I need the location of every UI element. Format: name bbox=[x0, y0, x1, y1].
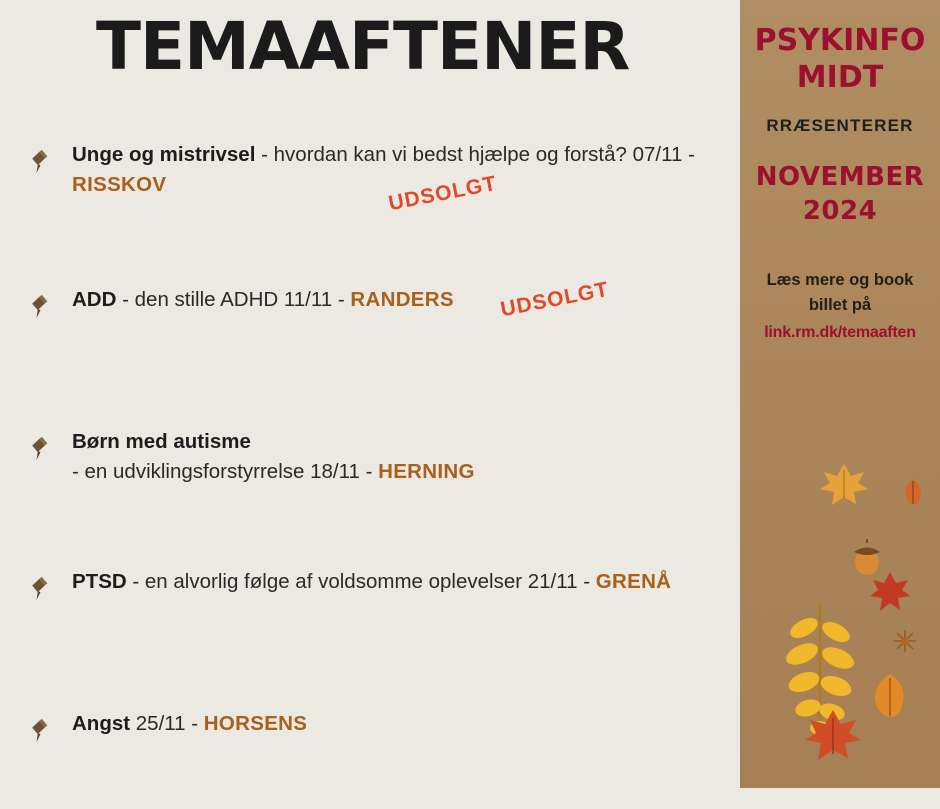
event-description: - den stille ADHD 11/11 - bbox=[116, 288, 351, 311]
date-block bbox=[740, 160, 940, 228]
presents-label: RRÆSENTERER bbox=[766, 116, 914, 135]
month-label: NOVEMBER bbox=[755, 162, 925, 192]
list-item-text bbox=[72, 427, 720, 487]
event-description: - en udviklingsforstyrrelse 18/11 - bbox=[72, 460, 379, 483]
event-title: Unge og mistrivsel bbox=[72, 143, 256, 166]
list-item[interactable] bbox=[0, 709, 740, 809]
list-item[interactable] bbox=[0, 285, 740, 385]
event-place: GRENÅ bbox=[595, 570, 672, 593]
event-description: 25/11 - bbox=[130, 712, 204, 735]
booking-link[interactable]: link.rm.dk/temaaften bbox=[764, 324, 916, 341]
leaf-icon bbox=[802, 708, 864, 773]
pushpin-icon bbox=[28, 289, 58, 319]
autumn-leaves-decoration bbox=[740, 440, 940, 788]
list-item-text bbox=[72, 709, 720, 739]
event-title: PTSD bbox=[72, 570, 127, 593]
list-item[interactable] bbox=[0, 140, 740, 240]
brand-line-1: PSYKINFO bbox=[754, 23, 926, 58]
event-place: HORSENS bbox=[203, 712, 308, 735]
brand-line-2: MIDT bbox=[796, 60, 884, 95]
event-description: - en alvorlig følge af voldsomme oplevelser 21/11 - bbox=[126, 570, 596, 593]
event-title: ADD bbox=[72, 288, 117, 311]
booking-text: Læs mere og book billet på bbox=[766, 271, 914, 314]
year-label: 2024 bbox=[802, 196, 878, 226]
event-title: Børn med autisme bbox=[72, 430, 251, 453]
pushpin-icon bbox=[28, 144, 58, 174]
brand-name bbox=[740, 22, 940, 96]
leaf-icon bbox=[868, 570, 912, 619]
page-title: TEMAAFTENER bbox=[96, 8, 630, 85]
leaf-icon bbox=[818, 462, 870, 513]
pushpin-icon bbox=[28, 713, 58, 743]
leaf-icon bbox=[900, 478, 926, 513]
seed-icon bbox=[892, 628, 918, 659]
booking-info bbox=[740, 268, 940, 345]
sidebar bbox=[740, 0, 940, 788]
pushpin-icon bbox=[28, 431, 58, 461]
list-item[interactable] bbox=[0, 427, 740, 527]
event-place: RANDERS bbox=[350, 288, 454, 311]
status-badge: UDSOLGT bbox=[498, 277, 611, 322]
event-title: Angst bbox=[72, 712, 131, 735]
leaf-icon bbox=[868, 672, 912, 727]
status-badge: UDSOLGT bbox=[386, 171, 499, 216]
list-item-text bbox=[72, 567, 720, 597]
list-item[interactable] bbox=[0, 567, 740, 667]
events-list bbox=[0, 140, 740, 809]
list-item-text bbox=[72, 285, 720, 315]
event-description: - hvordan kan vi bedst hjælpe og forstå? 07/11 - bbox=[255, 143, 695, 166]
pushpin-icon bbox=[28, 571, 58, 601]
event-place: RISSKOV bbox=[72, 173, 167, 196]
event-place: HERNING bbox=[378, 460, 475, 483]
